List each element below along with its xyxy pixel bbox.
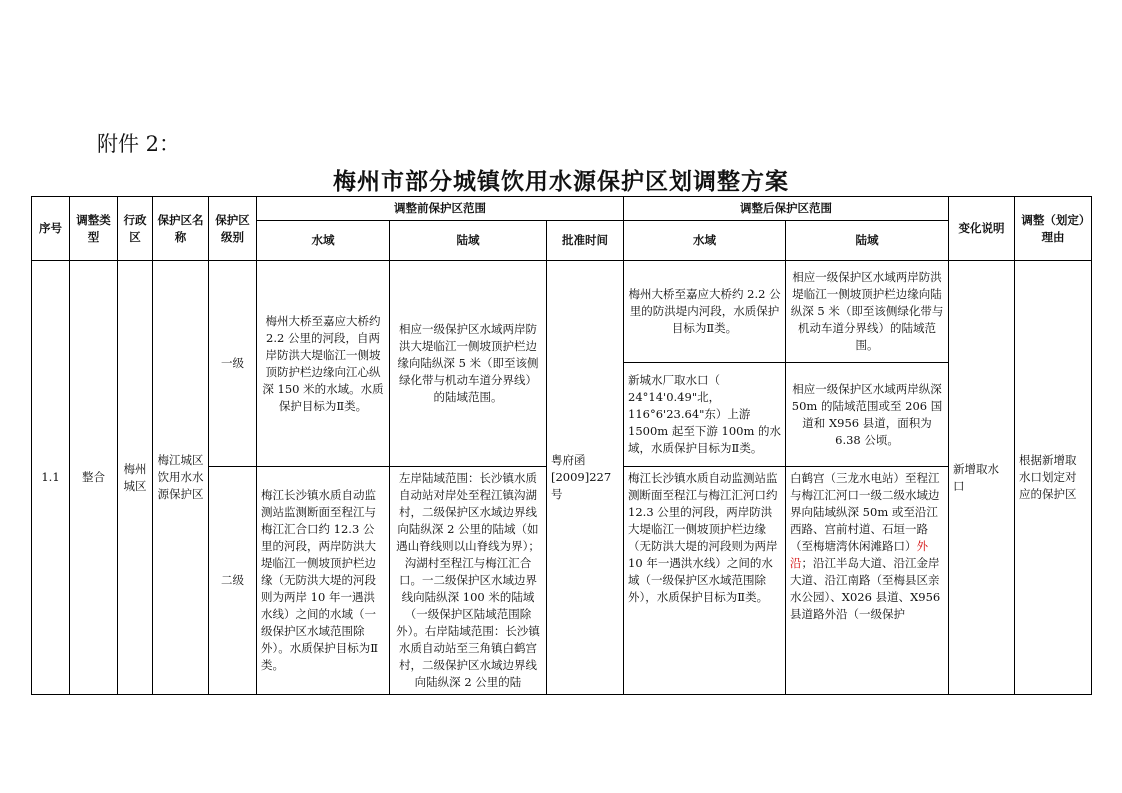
header-seq: 序号 — [32, 197, 70, 261]
level2-after-water: 梅江长沙镇水质自动监测站监测断面至程江与梅江汇河口约 12.3 公里的河段，两岸防洪大堤临江一侧坡顶护栏边缘（无防洪大堤的河段则为两岸 10 年一遇洪水线）之间的水域（一级保护区水域范围除外），水质保护目标为Ⅱ类。 — [624, 467, 786, 695]
header-reason: 调整（划定）理由 — [1015, 197, 1092, 261]
adjustment-table — [31, 196, 1092, 695]
level2-after-land — [786, 467, 949, 695]
header-after: 调整后保护区范围 — [624, 197, 949, 221]
level2-before-land: 左岸陆域范围：长沙镇水质自动站对岸处至程江镇沟湖村，二级保护区水域边界线向陆纵深 2 公里的陆域（如遇山脊线则以山脊线为界）；沟湖村至程江与梅江汇合口。一二级保护区水域边界线向陆纵深 100 米的陆域（一级保护区陆域范围除外）。右岸陆域范围：长沙镇水质自动站至三角镇白鹤宫村，二级保护区水域边界线向陆纵深 2 公里的陆 — [390, 467, 547, 695]
header-district: 行政区 — [118, 197, 153, 261]
header-adjust-type: 调整类型 — [70, 197, 118, 261]
row-change: 新增取水口 — [949, 261, 1015, 695]
header-before-water: 水域 — [257, 221, 390, 261]
row-adjust-type: 整合 — [70, 261, 118, 695]
level1-before-land: 相应一级保护区水域两岸防洪大堤临江一侧坡顶护栏边缘向陆纵深 5 米（即至该侧绿化带与机动车道分界线）的陆域范围。 — [390, 261, 547, 467]
page-title: 梅州市部分城镇饮用水源保护区划调整方案 — [333, 168, 789, 195]
level1-before-water: 梅州大桥至嘉应大桥约 2.2 公里的河段，自两岸防洪大堤临江一侧坡顶防护栏边缘向江心纵深 150 米的水域。水质保护目标为Ⅱ类。 — [257, 261, 390, 467]
level2-after-land-pre: 白鹤宫（三龙水电站）至程江与梅江汇河口一级二级水域边界向陆域纵深 50m 或至沿江西路、宫前村道、石垣一路（至梅塘湾休闲滩路口） — [790, 471, 940, 553]
header-area-name: 保护区名称 — [153, 197, 209, 261]
level1-after-land-b: 相应一级保护区水域两岸纵深 50m 的陆域范围或至 206 国道和 X956 县道，面积为 6.38 公顷。 — [786, 363, 949, 467]
level2-after-land-highlight: 外沿 — [790, 539, 929, 570]
attachment-label: 附件 2： — [97, 132, 181, 156]
level1-after-water-a: 梅州大桥至嘉应大桥约 2.2 公里的防洪堤内河段，水质保护目标为Ⅱ类。 — [624, 261, 786, 363]
level2-after-land-post: ；沿江半岛大道、沿江金岸大道、沿江南路（至梅县区亲水公园）、X026 县道、X956 县道路外沿（一级保护 — [790, 556, 941, 621]
level1-after-land-a: 相应一级保护区水域两岸防洪堤临江一侧坡顶护栏边缘向陆纵深 5 米（即至该侧绿化带与机动车道分界线）的陆域范围。 — [786, 261, 949, 363]
level-1: 一级 — [209, 261, 257, 467]
level2-before-water: 梅江长沙镇水质自动监测站监测断面至程江与梅江汇合口约 12.3 公里的河段，两岸防洪大堤临江一侧坡顶护栏边缘（无防洪大堤的河段则为两岸 10 年一遇洪水线）之间的水域（一级保护区水域范围除外）。水质保护目标为Ⅱ类。 — [257, 467, 390, 695]
row-approval: 粤府函[2009]227号 — [547, 261, 624, 695]
header-level: 保护区级别 — [209, 197, 257, 261]
header-before-land: 陆域 — [390, 221, 547, 261]
header-approval: 批准时间 — [547, 221, 624, 261]
level1-after-water-b: 新城水厂取水口（ 24°14'0.49"北，116°6'23.64"东）上游 1500m 起至下游 100m 的水域，水质保护目标为Ⅱ类。 — [624, 363, 786, 467]
row-seq: 1.1 — [32, 261, 70, 695]
row-reason: 根据新增取水口划定对应的保护区 — [1015, 261, 1092, 695]
level-2: 二级 — [209, 467, 257, 695]
row-district: 梅州城区 — [118, 261, 153, 695]
row-area-name: 梅江城区饮用水水源保护区 — [153, 261, 209, 695]
header-after-water: 水域 — [624, 221, 786, 261]
header-before: 调整前保护区范围 — [257, 197, 624, 221]
header-change: 变化说明 — [949, 197, 1015, 261]
header-after-land: 陆域 — [786, 221, 949, 261]
